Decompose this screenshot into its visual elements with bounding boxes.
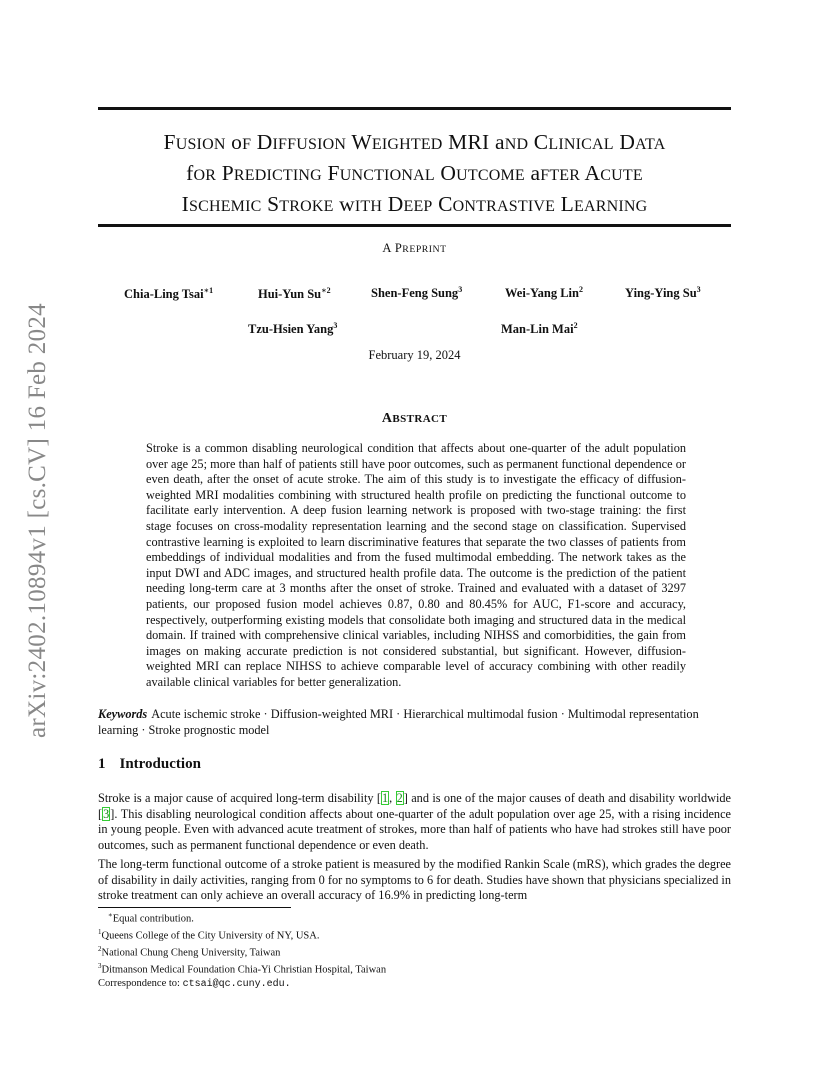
footnotes xyxy=(98,909,731,992)
footnote-mark: 3 xyxy=(98,962,102,971)
footnote-mark: ∗ xyxy=(108,911,113,919)
footnote-text: Ditmanson Medical Foundation Chia-Yi Christian Hospital, Taiwan xyxy=(101,964,387,976)
author-name: Wei-Yang Lin xyxy=(505,286,579,301)
paragraph-text: Stroke is a major cause of acquired long-term disability [ xyxy=(98,791,381,805)
footnote-text: National Chung Cheng University, Taiwan xyxy=(101,947,281,959)
author-6 xyxy=(248,321,337,337)
citation-link[interactable]: 1 xyxy=(382,791,389,805)
footnote-mark: 2 xyxy=(98,945,102,954)
footnote-mark: 1 xyxy=(98,928,102,937)
section-title: Introduction xyxy=(119,756,201,772)
section-number: 1 xyxy=(98,756,106,772)
title-bottom-rule xyxy=(98,224,731,227)
author-7 xyxy=(501,321,578,337)
keywords-block xyxy=(98,707,731,738)
author-name: Hui-Yun Su xyxy=(258,287,322,302)
author-affiliation-mark: 3 xyxy=(458,285,463,294)
footnote-text: Queens College of the City University of NY, USA. xyxy=(101,930,320,942)
author-5 xyxy=(625,285,701,301)
footnote-affiliation-1 xyxy=(98,926,731,943)
author-affiliation-mark: 2 xyxy=(573,321,578,330)
footnote-text: Equal contribution. xyxy=(112,913,194,925)
author-name: Tzu-Hsien Yang xyxy=(248,322,334,337)
keywords-label: Keywords xyxy=(98,707,148,721)
title-top-rule xyxy=(98,107,731,110)
abstract-heading: ABSTRACT xyxy=(381,411,448,426)
author-affiliation-mark: ∗1 xyxy=(203,286,214,295)
title-line-1: FUSION oF DIFFUSION WEIGHTED MRI aND CLINICAL DATA xyxy=(163,130,666,154)
title-line-2: fOR PREDICTING FUNCTIONAL OUTCOME aFTER ACUTE xyxy=(186,161,643,185)
footnote-affiliation-3 xyxy=(98,960,731,977)
author-affiliation-mark: 3 xyxy=(696,285,701,294)
citation-separator: , xyxy=(389,791,396,805)
citation-link[interactable]: 2 xyxy=(396,791,403,805)
intro-paragraph-2: The long-term functional outcome of a stroke patient is measured by the modified Rankin Scale (mRS), which grades the degree of disability in daily activities, ranging from 0 for no symptoms to 6 for death. Studies have shown that physicians specialized in stroke treatment can only achieve an overall accuracy of 16.9% in predicting long-term xyxy=(98,857,731,903)
paragraph-text: ] and is one of the major causes of death and disability worldwide [ xyxy=(98,791,732,821)
footnote-equal-contribution xyxy=(98,909,731,926)
footnote-affiliation-2 xyxy=(98,943,731,960)
arxiv-identifier-text: arXiv:2402.10894v1 [cs.CV] 16 Feb 2024 xyxy=(24,302,51,738)
author-name: Man-Lin Mai xyxy=(501,322,574,337)
author-affiliation-mark: ∗2 xyxy=(321,286,331,295)
abstract-text: Stroke is a common disabling neurological condition that affects about one-quarter of the adult population over age 25; more than half of patients still have poor outcomes, such as permanent functional dependence or even death, after the onset of acute stroke. The aim of this study is to investigate the efficacy of diffusion-weighted MRI modalities combining with structured health profile on predicting the functional outcome to facilitate early intervention. A deep fusion learning network is proposed with two-stage training: the first stage focuses on cross-modality representation learning and the second stage on classification. Supervised contrastive learning is exploited to learn discriminative features that separate the two classes of patients from embeddings of individual modalities and from the fused multimodal embedding. The network takes as the input DWI and ADC images, and structured health profile data. The outcome is the prediction of the patient needing long-term care at 3 months after the onset of stroke. Trained and evaluated with a dataset of 3297 patients, our proposed fusion model achieves 0.87, 0.80 and 80.45% for AUC, F1-score and accuracy, respectively, outperforming existing models that consolidate both imaging and structured data in the medical domain. If trained with comprehensive clinical variables, including NIHSS and comorbidities, the gain from images on making accurate prediction is not considered substantial, but significant. However, diffusion-weighted MRI can replace NIHSS to achieve comparable level of accuracy combining with other readily available clinical variables for better generalization. xyxy=(146,441,686,689)
author-3 xyxy=(371,285,462,301)
correspondence-email-link[interactable]: ctsai@qc.cuny.edu. xyxy=(182,979,291,991)
section-heading-introduction xyxy=(98,756,201,773)
author-2 xyxy=(258,285,331,302)
paragraph-text: ]. This disabling neurological condition affects about one-quarter of the adult population over age 25, with a rising incidence in young people. Even with advanced acute treatment of strokes, more than half of patients who have had strokes still have poor outcomes, such as permanent functional dependence or even death. xyxy=(98,806,731,852)
author-name: Chia-Ling Tsai xyxy=(124,287,204,302)
arxiv-identifier-stamp xyxy=(18,285,58,755)
author-affiliation-mark: 2 xyxy=(578,285,583,294)
author-1 xyxy=(124,285,213,302)
footnote-rule xyxy=(98,907,291,908)
keywords-text: Acute ischemic stroke · Diffusion-weighted MRI · Hierarchical multimodal fusion · Multimodal representation learning · Stroke prognostic model xyxy=(98,707,699,737)
author-affiliation-mark: 3 xyxy=(333,321,338,330)
title-line-3: ISCHEMIC STROKE wITH DEEP CONTRASTIVE LEARNING xyxy=(181,192,648,216)
publication-date: February 19, 2024 xyxy=(368,348,461,362)
intro-paragraph-1 xyxy=(98,791,731,853)
author-name: Shen-Feng Sung xyxy=(371,286,459,301)
author-name: Ying-Ying Su xyxy=(625,286,697,301)
citation-link[interactable]: 3 xyxy=(103,806,110,821)
preprint-label: A PREPRINT xyxy=(382,241,447,255)
footnote-text: Correspondence to: xyxy=(98,978,183,990)
footnote-correspondence xyxy=(98,977,731,992)
author-4 xyxy=(505,285,583,301)
paper-title xyxy=(98,128,731,221)
